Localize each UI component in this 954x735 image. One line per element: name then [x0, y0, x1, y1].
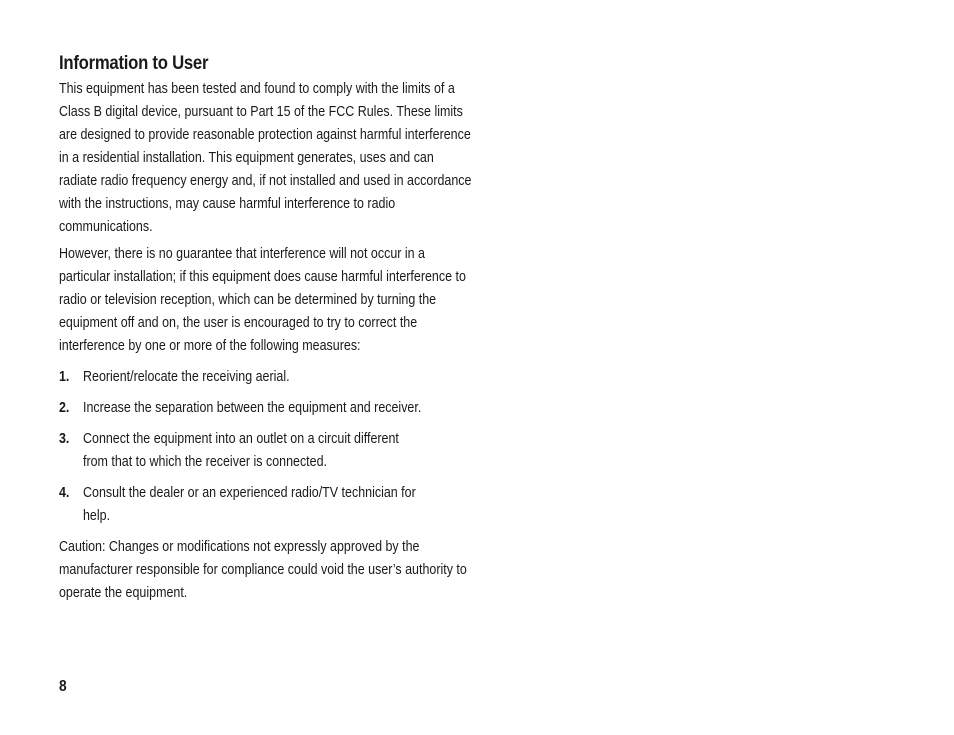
list-item [59, 428, 479, 474]
list-item [59, 482, 479, 528]
list-item-text: Consult the dealer or an experienced radio/TV technician for help. [83, 485, 416, 524]
section-title: Information to User [59, 53, 209, 74]
caution-paragraph: Caution: Changes or modifications not expressly approved by the manufacturer responsible for compliance could void the user’s authority to operate the equipment. [59, 539, 467, 601]
list-item [59, 366, 479, 389]
list-item-text: Reorient/relocate the receiving aerial. [83, 369, 290, 385]
list-item-number: 4. [59, 485, 70, 501]
guarantee-paragraph: However, there is no guarantee that interference will not occur in a particular installation; if this equipment does cause harmful interference to radio or television reception, which can be determined by turning the equipment off and on, the user is encouraged to try to correct the interference by one or more of the following measures: [59, 246, 466, 354]
list-item-number: 3. [59, 431, 70, 447]
page-number: 8 [59, 678, 67, 695]
list-item-number: 2. [59, 400, 70, 416]
list-item-text: Increase the separation between the equipment and receiver. [83, 400, 422, 416]
list-item [59, 397, 479, 420]
list-item-text: Connect the equipment into an outlet on a circuit different from that to which the receiver is connected. [83, 431, 399, 470]
list-item-number: 1. [59, 369, 70, 385]
measures-list [59, 366, 479, 528]
document-body [59, 52, 479, 605]
intro-paragraph: This equipment has been tested and found to comply with the limits of a Class B digital device, pursuant to Part 15 of the FCC Rules. These limits are designed to provide reasonable protection against harmful interference in a residential installation. This equipment generates, uses and can radiate radio frequency energy and, if not installed and used in accordance with the instructions, may cause harmful interference to radio communications. [59, 81, 472, 235]
